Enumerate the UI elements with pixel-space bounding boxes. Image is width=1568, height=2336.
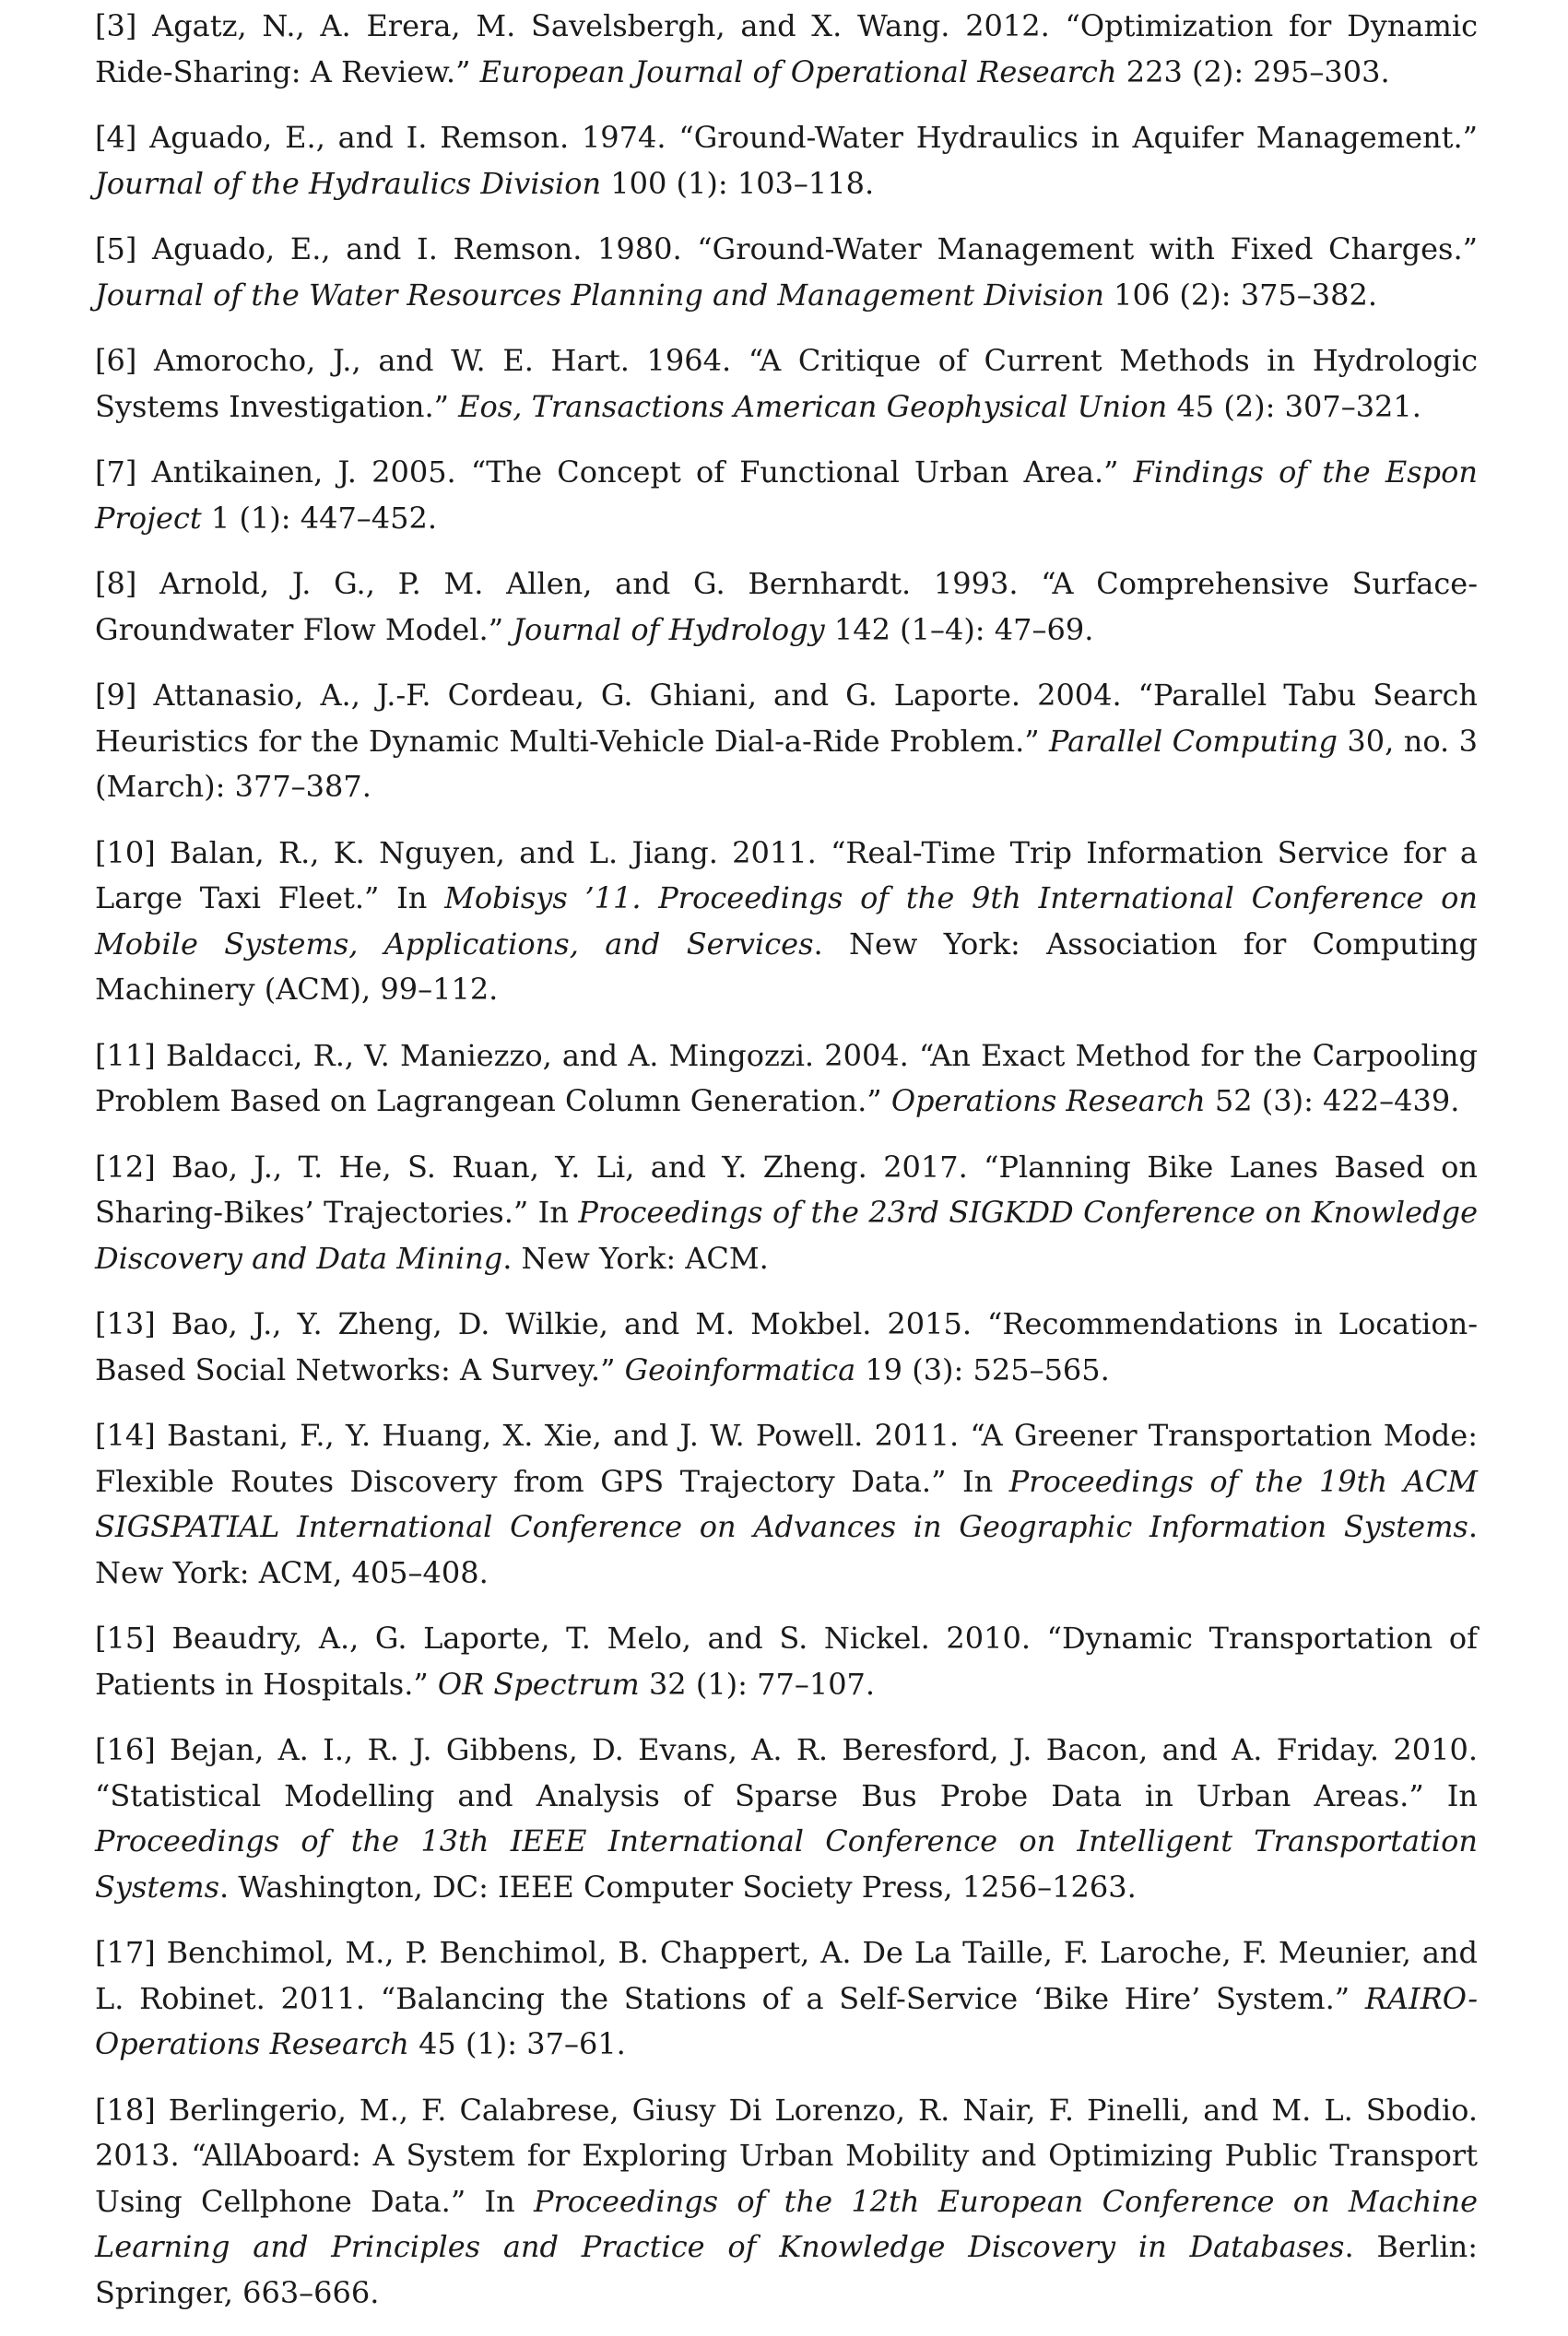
reference-entry bbox=[95, 831, 1478, 1013]
reference-text: Arnold, J. G., P. M. Allen, and G. Bernhardt. 1993. “A Comprehensive Surface-Groundwater Flow Model.” bbox=[95, 566, 1479, 647]
reference-text: 45 (2): 307–321. bbox=[1167, 388, 1421, 424]
reference-text: Berlingerio, M., F. Calabrese, Giusy Di Lorenzo, R. Nair, F. Pinelli, and M. L. Sbodio. 2013. “AllAboard: A System for Exploring Urban Mobility and Optimizing Public Transport Using Cellphone Data.” In bbox=[95, 2092, 1479, 2219]
reference-source-title: Proceedings of the 19th ACM SIGSPATIAL International Conference on Advances in Geographic Information Systems bbox=[95, 1463, 1479, 1544]
reference-text: Attanasio, A., J.-F. Cordeau, G. Ghiani, and G. Laporte. 2004. “Parallel Tabu Search Heuristics for the Dynamic Multi-Vehicle Dial-a-Ride Problem.” bbox=[95, 678, 1479, 759]
reference-text: 223 (2): 295–303. bbox=[1116, 53, 1390, 89]
reference-label: [6] bbox=[95, 343, 137, 378]
reference-source-title: Proceedings of the 23rd SIGKDD Conference on Knowledge Discovery and Data Mining bbox=[95, 1195, 1478, 1276]
reference-label: [8] bbox=[95, 566, 137, 601]
reference-text: 19 (3): 525–565. bbox=[855, 1351, 1110, 1387]
reference-text: 45 (1): 37–61. bbox=[408, 2026, 626, 2061]
reference-text: Beaudry, A., G. Laporte, T. Melo, and S. Nickel. 2010. “Dynamic Transportation of Patients in Hospitals.” bbox=[95, 1621, 1479, 1702]
reference-text: Aguado, E., and I. Remson. 1974. “Ground-Water Hydraulics in Aquifer Management.” bbox=[149, 120, 1478, 155]
reference-source-title: Proceedings of the 13th IEEE International Conference on Intelligent Transportation Systems bbox=[95, 1823, 1478, 1905]
reference-entry bbox=[95, 1728, 1478, 1910]
reference-source-title: European Journal of Operational Research bbox=[479, 53, 1117, 89]
reference-label: [3] bbox=[95, 8, 137, 43]
reference-entry bbox=[95, 1413, 1478, 1596]
reference-text: Balan, R., K. Nguyen, and L. Jiang. 2011. “Real-Time Trip Information Service for a Large Taxi Fleet.” In bbox=[95, 834, 1478, 915]
reference-text: Amorocho, J., and W. E. Hart. 1964. “A Critique of Current Methods in Hydrologic Systems Investigation.” bbox=[95, 343, 1479, 424]
reference-entry bbox=[95, 115, 1478, 206]
reference-label: [10] bbox=[95, 834, 156, 870]
reference-label: [15] bbox=[95, 1621, 156, 1656]
reference-label: [16] bbox=[95, 1732, 156, 1767]
reference-entry bbox=[95, 227, 1478, 318]
reference-entry bbox=[95, 2088, 1478, 2317]
reference-label: [9] bbox=[95, 678, 137, 713]
reference-text: Bao, J., T. He, S. Ruan, Y. Li, and Y. Zheng. 2017. “Planning Bike Lanes Based on Sharing-Bikes’ Trajectories.” In bbox=[95, 1149, 1479, 1230]
reference-label: [14] bbox=[95, 1418, 156, 1453]
reference-label: [12] bbox=[95, 1149, 156, 1185]
reference-entry bbox=[95, 450, 1478, 541]
reference-text: 32 (1): 77–107. bbox=[639, 1666, 876, 1702]
reference-entry bbox=[95, 1930, 1478, 2068]
reference-entry bbox=[95, 673, 1478, 810]
reference-text: . New York: ACM, 405–408. bbox=[95, 1509, 1478, 1590]
reference-label: [13] bbox=[95, 1306, 156, 1341]
reference-text: . New York: Association for Computing Machinery (ACM), 99–112. bbox=[95, 926, 1479, 1007]
reference-text: 52 (3): 422–439. bbox=[1205, 1083, 1460, 1118]
reference-source-title: Journal of the Water Resources Planning and Management Division bbox=[95, 277, 1104, 313]
reference-label: [5] bbox=[95, 231, 137, 266]
reference-text: 106 (2): 375–382. bbox=[1104, 277, 1378, 313]
reference-source-title: Parallel Computing bbox=[1049, 723, 1338, 759]
reference-source-title: Geoinformatica bbox=[624, 1351, 856, 1387]
reference-entry bbox=[95, 1033, 1478, 1125]
reference-text: Bastani, F., Y. Huang, X. Xie, and J. W. Powell. 2011. “A Greener Transportation Mode: Flexible Routes Discovery from GPS Trajectory Data.” In bbox=[95, 1418, 1479, 1499]
reference-source-title: OR Spectrum bbox=[437, 1666, 640, 1702]
reference-text: Bejan, A. I., R. J. Gibbens, D. Evans, A. R. Beresford, J. Bacon, and A. Friday. 2010. “Statistical Modelling and Analysis of Sparse Bus Probe Data in Urban Areas.” In bbox=[95, 1732, 1479, 1813]
reference-label: [17] bbox=[95, 1935, 156, 1970]
reference-source-title: Proceedings of the 12th European Conference on Machine Learning and Principles and Practice of Knowledge Discovery in Databases bbox=[95, 2183, 1479, 2264]
reference-entry bbox=[95, 4, 1478, 95]
reference-entry bbox=[95, 561, 1478, 653]
reference-label: [18] bbox=[95, 2092, 156, 2128]
reference-text: Antikainen, J. 2005. “The Concept of Functional Urban Area.” bbox=[151, 454, 1134, 490]
reference-text: Bao, J., Y. Zheng, D. Wilkie, and M. Mokbel. 2015. “Recommendations in Location-Based Social Networks: A Survey.” bbox=[95, 1306, 1479, 1387]
reference-text: 1 (1): 447–452. bbox=[201, 500, 438, 536]
reference-text: Benchimol, M., P. Benchimol, B. Chappert, A. De La Taille, F. Laroche, F. Meunier, and L. Robinet. 2011. “Balancing the Stations of a Self-Service ‘Bike Hire’ System.” bbox=[95, 1935, 1479, 2016]
reference-text: Aguado, E., and I. Remson. 1980. “Ground-Water Management with Fixed Charges.” bbox=[152, 231, 1479, 266]
reference-source-title: Mobisys ’11. Proceedings of the 9th International Conference on Mobile Systems, Applications, and Services bbox=[95, 880, 1479, 962]
reference-source-title: Journal of Hydrology bbox=[513, 611, 825, 647]
reference-source-title: Findings of the Espon Project bbox=[95, 454, 1478, 536]
reference-source-title: RAIRO-Operations Research bbox=[95, 1980, 1478, 2061]
reference-source-title: Operations Research bbox=[890, 1083, 1206, 1118]
reference-label: [11] bbox=[95, 1037, 156, 1073]
reference-entry bbox=[95, 1616, 1478, 1707]
reference-text: 100 (1): 103–118. bbox=[601, 165, 875, 201]
reference-text: Agatz, N., A. Erera, M. Savelsbergh, and X. Wang. 2012. “Optimization for Dynamic Ride-Sharing: A Review.” bbox=[95, 8, 1479, 89]
reference-source-title: Journal of the Hydraulics Division bbox=[95, 165, 602, 201]
reference-label: [4] bbox=[95, 120, 137, 155]
reference-text: Baldacci, R., V. Maniezzo, and A. Mingozzi. 2004. “An Exact Method for the Carpooling Problem Based on Lagrangean Column Generation.” bbox=[95, 1037, 1479, 1118]
reference-entry bbox=[95, 1145, 1478, 1282]
reference-text: 142 (1–4): 47–69. bbox=[824, 611, 1094, 647]
reference-entry bbox=[95, 338, 1478, 430]
reference-text: . New York: ACM. bbox=[502, 1240, 769, 1276]
reference-text: 30, no. 3 (March): 377–387. bbox=[95, 723, 1479, 804]
reference-text: . Berlin: Springer, 663–666. bbox=[95, 2229, 1479, 2310]
reference-entry bbox=[95, 1302, 1478, 1393]
reference-source-title: Eos, Transactions American Geophysical Union bbox=[458, 388, 1168, 424]
reference-list bbox=[95, 4, 1478, 2336]
reference-text: . Washington, DC: IEEE Computer Society Press, 1256–1263. bbox=[218, 1869, 1137, 1905]
reference-label: [7] bbox=[95, 454, 137, 490]
